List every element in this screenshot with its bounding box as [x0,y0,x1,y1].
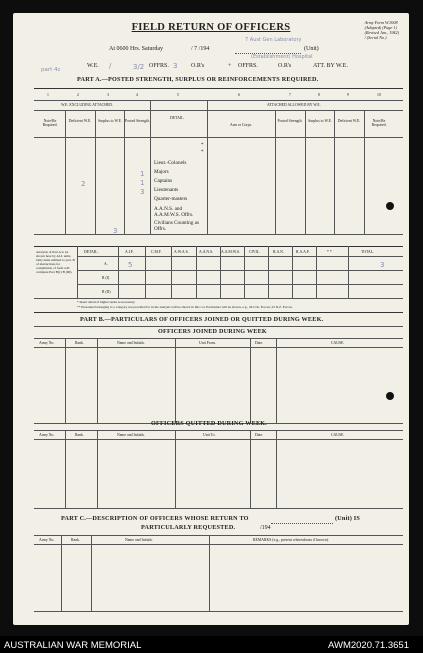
col-rule [292,246,293,298]
handwritten-number: 5 [128,261,133,269]
analysis-header: R.A.A.F. [296,250,310,254]
analysis-header: R.A.N. [273,250,284,254]
joined-col-header: Army No. [39,341,55,345]
table-rule [34,544,403,545]
col-rule [316,246,317,298]
we-label: W.E. [87,63,99,69]
col-number: 1 [47,93,49,97]
joined-col-header: Unit From. [199,341,216,345]
col-number: 2 [77,93,79,97]
joined-col-header: Name and Initials. [117,341,145,345]
unit-label: (Unit) [304,46,319,52]
offrs-label: OFFRS. [149,63,169,69]
handwritten-unit: 7 Aust Gen Laboratory [245,37,302,43]
joined-col-header: Date. [255,341,264,345]
part-c-unit: (Unit) IS [335,515,361,522]
col-rule [334,110,335,234]
table-rule [34,338,403,339]
time-label: At 0600 Hrs. Saturday [109,46,163,52]
quitted-title: OFFICERS QUITTED DURING WEEK. [151,420,268,427]
unit-line [271,523,333,524]
col-header: Note/Re Required. [42,119,58,128]
col-header: Deficient W.E. [337,119,361,123]
col-rule [65,430,66,508]
col-header: Posted Strength. [277,119,303,123]
analysis-row-label: R (II) [102,290,111,294]
col-rule [91,535,92,611]
rank-label: Lieut.-Colonels [154,160,187,166]
plus-sign: + [228,63,232,69]
footnote: * Insert detail of higher ranks as necessary. [77,300,136,304]
form-page [13,13,409,625]
form-title: FIELD RETURN OF OFFICERS [131,22,291,33]
col-rule [171,246,172,298]
footer-left: AUSTRALIAN WAR MEMORIAL [4,640,142,651]
handwritten-number: 3 [140,188,145,196]
form-reference [365,20,399,40]
analysis-header: CIVIL. [249,250,261,254]
col-rule [268,246,269,298]
table-rule [34,110,403,111]
quitted-col-header: Army No. [39,433,55,437]
form-ref-line: Army Form W.3008 [364,20,398,25]
rank-label: A.A.N.S. and A.A.M.W.S. Offrs. [154,206,194,218]
table-rule [34,234,403,235]
col-rule [305,110,306,234]
analysis-header: A.I.F. [125,250,134,254]
col-header: Deficient W.E. [68,119,92,123]
quitted-col-header: CAUSE. [331,433,345,437]
col-rule [97,430,98,508]
form-ref-line: (Adapted) (Page 1) [364,25,397,30]
col-rule [244,246,245,298]
col-rule [97,338,98,423]
table-rule [34,439,403,440]
analysis-row-label: A. [104,262,108,266]
table-rule [34,312,403,313]
table-rule [77,270,403,271]
rank-label: Lieutenants [154,187,179,193]
col-rule [175,338,176,423]
col-rule [150,100,151,234]
we-header: W.E. EXCLUDING ATTACHED. [61,103,113,107]
table-rule [34,430,403,431]
col-number: 10 [377,93,381,97]
handwritten-offrs: 3 [173,62,178,70]
analysis-header: DETAIL. [84,250,99,254]
rank-label: Quarter-masters [154,196,188,202]
handwritten-number: 1 [140,170,145,178]
col-rule [65,110,66,234]
table-rule [34,326,403,327]
quitted-col-header: Rank. [75,433,84,437]
handwritten-number: 1 [140,179,145,187]
punch-hole [386,392,394,400]
col-rule [250,338,251,423]
col-rule [118,246,119,298]
ors2-label: O.R's [278,63,292,69]
col-rule [348,246,349,298]
col-header: Posted Strength. [125,119,150,123]
rank-label: Captains [154,178,173,184]
col-header: Arm or Corps. [229,123,253,127]
date-value: / 7 /194 [191,46,210,52]
col-rule [364,110,365,234]
part-c-col-header: Rank. [71,538,80,542]
punch-hole [386,202,394,210]
analysis-header: A.A.M.W.S. [221,250,240,254]
offrs2-label: OFFRS. [238,63,258,69]
table-rule [34,611,403,612]
att-header: ATTACHED ALLOWED BY W.E. [267,103,321,107]
table-rule [34,298,403,299]
analysis-header: A.A.N.S. [199,250,214,254]
col-number: 4 [136,93,138,97]
quitted-col-header: Name and Initials. [117,433,145,437]
analysis-header: * * [327,250,332,254]
rank-label: Civilians Counting as Offrs. [154,220,199,232]
col-rule [276,430,277,508]
table-rule [34,347,403,348]
form-ref-line: (Revised Jan., 1942) [364,30,399,35]
analysis-header: TOTAL. [361,250,375,254]
col-rule [209,535,210,611]
detail-header: DETAIL. [170,116,185,120]
col-rule [250,430,251,508]
table-rule [34,535,403,536]
col-number: 5 [177,93,179,97]
col-rule [61,535,62,611]
col-rule [77,246,78,298]
joined-col-header: Rank. [75,341,84,345]
asterisk: * [201,143,204,148]
analysis-note: Analysis of Part A to be shown here by ALL units. Only units entitled to part. B of instructions for compilation of form will complete Part B(1) B (III). [36,250,75,274]
handwritten-number: 3 [380,261,385,269]
analysis-header: C.M.F. [151,250,162,254]
form-ref-line: / (Serial No.) [364,35,387,40]
col-rule [95,110,96,234]
col-header: Note/Re Required. [371,119,387,128]
col-rule [275,110,276,234]
table-rule [34,137,403,138]
part-c-col-header: Army No. [39,538,55,542]
quitted-col-header: Unit To. [203,433,216,437]
col-rule [65,338,66,423]
att-label: ATT. BY W.E. [313,63,348,69]
footer-bar [0,636,423,653]
handwritten-we2: 3/2 [133,63,145,71]
col-number: 3 [107,93,109,97]
col-number: 6 [238,93,240,97]
part-c-requested: PARTICULARLY REQUESTED. [141,524,236,531]
handwritten-part: part 4c [41,67,61,73]
table-rule [77,256,403,257]
quitted-col-header: Date. [255,433,264,437]
part-c-title: PART C.—DESCRIPTION OF OFFICERS WHOSE RETURN TO [61,515,249,522]
handwritten-number: 3 [113,227,118,235]
footnote: ** Personnel belonging to a category not provided for in the analysis will be shown in this col. Particulars will be shown, e.g., 26 U.K. Forces; 23 N.Z. Forces. [77,305,293,309]
handwritten-number: 2 [81,180,86,188]
ors-label: O.R's [191,63,205,69]
col-rule [145,246,146,298]
part-a-title: PART A.—POSTED STRENGTH, SURPLUS OR REINFORCEMENTS REQUIRED. [77,76,319,83]
table-rule [34,88,403,89]
col-number: 9 [347,93,349,97]
col-number: 8 [318,93,320,97]
col-header: Surplus to W.E. [308,119,332,123]
col-rule [124,110,125,234]
part-b-title: PART B.—PARTICULARS OF OFFICERS JOINED OR QUITTED DURING WEEK. [80,316,324,323]
table-rule [77,284,403,285]
rank-label: Majors [154,169,169,175]
handwritten-unit-2: (Establishment) Hospital [251,54,313,60]
part-c-date: /194 [260,525,271,531]
col-rule [175,430,176,508]
handwritten-we1: / [109,62,112,70]
part-c-col-header: Name and Initials. [125,538,153,542]
col-rule [276,338,277,423]
part-c-col-header: REMARKS (e.g., present whereabouts if known). [253,538,329,542]
joined-title: OFFICERS JOINED DURING WEEK [158,328,267,335]
col-rule [207,100,208,234]
col-number: 7 [289,93,291,97]
col-rule [196,246,197,298]
col-header: Surplus to W.E. [98,119,122,123]
analysis-row-label: R (I) [102,276,110,280]
table-rule [34,100,403,101]
joined-col-header: CAUSE. [331,341,345,345]
asterisk: * [201,150,204,155]
footer-right: AWM2020.71.3651 [328,640,409,651]
analysis-header: A.W.A.S. [174,250,189,254]
table-rule [34,508,403,509]
